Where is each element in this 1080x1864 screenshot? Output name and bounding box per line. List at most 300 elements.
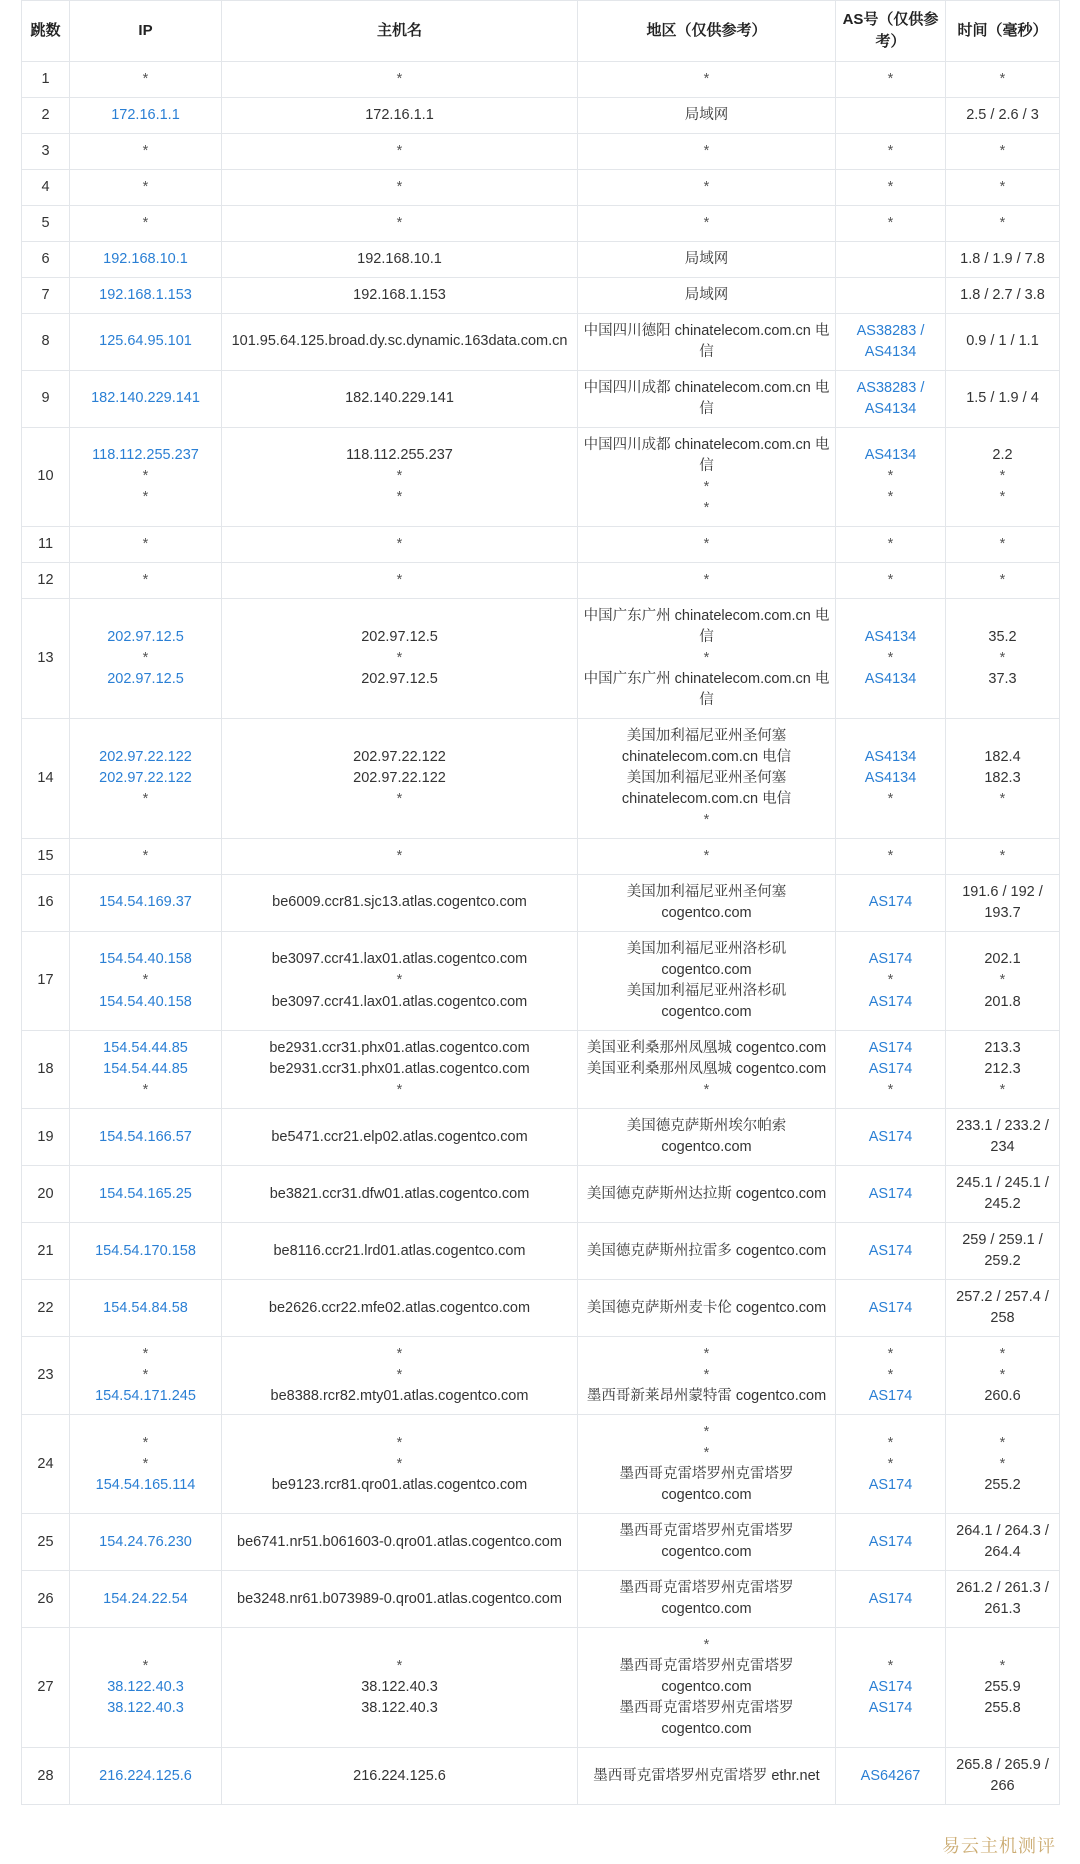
table-row	[22, 427, 1060, 526]
latency-line: *	[999, 489, 1006, 506]
hop-number: 5	[22, 205, 70, 241]
table-body	[22, 61, 1060, 1805]
table-row	[22, 1337, 1060, 1415]
hop-number: 2	[22, 97, 70, 133]
ip-address	[70, 313, 222, 370]
hop-number: 25	[22, 1514, 70, 1571]
hostname	[222, 931, 578, 1030]
latency	[946, 1337, 1060, 1415]
latency	[946, 241, 1060, 277]
ip-address	[70, 1415, 222, 1514]
latency	[946, 838, 1060, 874]
region	[578, 1571, 836, 1628]
hop-number: 28	[22, 1748, 70, 1805]
hop-number: 9	[22, 370, 70, 427]
ip-address-line: 118.112.255.237	[92, 447, 199, 464]
latency	[946, 277, 1060, 313]
as-number-line: *	[887, 468, 894, 485]
as-number-line: AS174	[868, 1185, 913, 1202]
table-row	[22, 133, 1060, 169]
hostname-line: *	[396, 489, 403, 506]
region	[578, 1223, 836, 1280]
table-row	[22, 1280, 1060, 1337]
hostname-line: *	[396, 1434, 403, 1451]
region-line: 墨西哥克雷塔罗州克雷塔罗 cogentco.com	[619, 1523, 794, 1561]
hostname	[222, 1337, 578, 1415]
as-number	[836, 61, 946, 97]
ip-address-line: 154.54.165.25	[99, 1185, 192, 1202]
as-number-line: *	[887, 535, 894, 552]
region-line: *	[703, 214, 710, 231]
as-number-line: *	[887, 649, 894, 666]
region-line: 美国加利福尼亚州洛杉矶 cogentco.com	[626, 983, 787, 1021]
hostname-line: be2931.ccr31.phx01.atlas.cogentco.com	[269, 1040, 530, 1057]
ip-address-line: 154.54.40.158	[99, 951, 192, 968]
latency-line: 212.3	[984, 1061, 1021, 1078]
ip-address-line: *	[142, 847, 149, 864]
latency-line: 259 / 259.1 / 259.2	[962, 1232, 1043, 1270]
region-line: 美国德克萨斯州达拉斯 cogentco.com	[586, 1185, 827, 1202]
region-line: 墨西哥克雷塔罗州克雷塔罗 cogentco.com	[619, 1700, 794, 1738]
ip-address	[70, 370, 222, 427]
region	[578, 1109, 836, 1166]
region-line: *	[703, 70, 710, 87]
region	[578, 931, 836, 1030]
ip-address	[70, 1628, 222, 1748]
hostname	[222, 169, 578, 205]
hostname	[222, 526, 578, 562]
as-number-line: AS4134	[864, 447, 917, 464]
hop-number: 16	[22, 874, 70, 931]
table-row	[22, 1223, 1060, 1280]
hostname	[222, 1415, 578, 1514]
hostname-line: be8388.rcr82.mty01.atlas.cogentco.com	[270, 1388, 529, 1405]
as-number-line: *	[887, 1367, 894, 1384]
hostname	[222, 1166, 578, 1223]
latency	[946, 97, 1060, 133]
ip-address	[70, 97, 222, 133]
region	[578, 133, 836, 169]
hostname-line: *	[396, 70, 403, 87]
as-number-line: *	[887, 571, 894, 588]
ip-address	[70, 205, 222, 241]
as-number-line: AS174	[868, 1679, 913, 1696]
latency-line: *	[999, 571, 1006, 588]
ip-address-line: 154.54.44.85	[103, 1040, 188, 1057]
hostname	[222, 1109, 578, 1166]
ip-address-line: *	[142, 214, 149, 231]
ip-address-line: 154.54.44.85	[103, 1061, 188, 1078]
table-row	[22, 874, 1060, 931]
as-number	[836, 1748, 946, 1805]
as-number	[836, 1571, 946, 1628]
ip-address-line: 154.24.22.54	[103, 1590, 188, 1607]
column-header-time: 时间（毫秒）	[946, 1, 1060, 62]
latency-line: *	[999, 468, 1006, 485]
region-line: 美国德克萨斯州麦卡伦 cogentco.com	[586, 1299, 827, 1316]
ip-address	[70, 241, 222, 277]
region	[578, 61, 836, 97]
latency-line: 35.2	[988, 628, 1017, 645]
latency	[946, 1223, 1060, 1280]
ip-address-line: 202.97.22.122	[99, 748, 192, 765]
region-line: 墨西哥克雷塔罗州克雷塔罗 cogentco.com	[619, 1658, 794, 1696]
ip-address	[70, 1280, 222, 1337]
table-row	[22, 1571, 1060, 1628]
latency-line: 245.1 / 245.1 / 245.2	[956, 1175, 1049, 1213]
traceroute-table	[21, 0, 1060, 1805]
region-line: *	[703, 499, 710, 516]
hostname-line: be3821.ccr31.dfw01.atlas.cogentco.com	[269, 1185, 530, 1202]
latency	[946, 169, 1060, 205]
ip-address	[70, 718, 222, 838]
as-number	[836, 1031, 946, 1109]
region-line: *	[703, 649, 710, 666]
latency	[946, 1166, 1060, 1223]
ip-address-line: 216.224.125.6	[99, 1767, 192, 1784]
latency	[946, 1031, 1060, 1109]
hop-number: 27	[22, 1628, 70, 1748]
latency-line: 1.8 / 1.9 / 7.8	[960, 250, 1045, 267]
hop-number: 14	[22, 718, 70, 838]
hostname-line: *	[396, 1658, 403, 1675]
as-number-line: AS174	[868, 1061, 913, 1078]
ip-address	[70, 1223, 222, 1280]
latency-line: 261.2 / 261.3 / 261.3	[956, 1580, 1049, 1618]
region	[578, 718, 836, 838]
hostname-line: 182.140.229.141	[345, 390, 454, 407]
latency	[946, 931, 1060, 1030]
hostname-line: 202.97.12.5	[361, 670, 438, 687]
as-number-line: AS4134	[864, 670, 917, 687]
as-number	[836, 598, 946, 718]
hostname-line: *	[396, 178, 403, 195]
region	[578, 1628, 836, 1748]
region-line: 墨西哥克雷塔罗州克雷塔罗 ethr.net	[593, 1767, 820, 1784]
as-number-line: AS174	[868, 951, 913, 968]
as-number-line: *	[887, 1346, 894, 1363]
latency	[946, 718, 1060, 838]
hostname-line: be6741.nr51.b061603-0.qro01.atlas.cogentco.com	[237, 1533, 562, 1550]
as-number	[836, 1415, 946, 1514]
latency-line: 1.5 / 1.9 / 4	[966, 390, 1039, 407]
as-number-line: AS174	[868, 1476, 913, 1493]
region-line: *	[703, 1424, 710, 1441]
hop-number: 12	[22, 562, 70, 598]
region-line: 中国四川成都 chinatelecom.com.cn 电信	[583, 436, 830, 474]
column-header-as: AS号（仅供参考）	[836, 1, 946, 62]
latency	[946, 526, 1060, 562]
hostname	[222, 370, 578, 427]
as-number-line: *	[887, 70, 894, 87]
column-header-hostname: 主机名	[222, 1, 578, 62]
hop-number: 8	[22, 313, 70, 370]
region-line: *	[703, 1346, 710, 1363]
as-number	[836, 838, 946, 874]
region	[578, 1031, 836, 1109]
as-number	[836, 1628, 946, 1748]
as-number-line: *	[887, 1434, 894, 1451]
as-number-line: *	[887, 489, 894, 506]
hostname	[222, 1514, 578, 1571]
hostname	[222, 61, 578, 97]
latency	[946, 1514, 1060, 1571]
hostname-line: *	[396, 1367, 403, 1384]
hostname-line: 38.122.40.3	[361, 1700, 438, 1717]
ip-address-line: 154.54.169.37	[99, 894, 192, 911]
latency	[946, 1415, 1060, 1514]
hostname-line: *	[396, 1082, 403, 1099]
ip-address	[70, 526, 222, 562]
hostname	[222, 838, 578, 874]
as-number	[836, 1109, 946, 1166]
ip-address-line: 192.168.1.153	[99, 286, 192, 303]
table-row	[22, 1109, 1060, 1166]
hostname	[222, 1223, 578, 1280]
region-line: 中国广东广州 chinatelecom.com.cn 电信	[583, 670, 830, 708]
hop-number: 17	[22, 931, 70, 1030]
as-number-line: *	[887, 178, 894, 195]
hostname-line: be5471.ccr21.elp02.atlas.cogentco.com	[271, 1128, 528, 1145]
ip-address-line: *	[142, 1082, 149, 1099]
ip-address-line: *	[142, 1346, 149, 1363]
as-number-line: *	[887, 1658, 894, 1675]
ip-address-line: 125.64.95.101	[99, 333, 192, 350]
as-number	[836, 526, 946, 562]
ip-address	[70, 427, 222, 526]
hop-number: 18	[22, 1031, 70, 1109]
region-line: *	[703, 478, 710, 495]
region-line: *	[703, 571, 710, 588]
latency-line: 264.1 / 264.3 / 264.4	[956, 1523, 1049, 1561]
ip-address-line: 154.54.170.158	[95, 1242, 196, 1259]
hostname	[222, 1628, 578, 1748]
hostname-line: be8116.ccr21.lrd01.atlas.cogentco.com	[273, 1242, 526, 1259]
latency	[946, 1571, 1060, 1628]
latency	[946, 1109, 1060, 1166]
as-number	[836, 1223, 946, 1280]
hostname-line: *	[396, 790, 403, 807]
latency-line: *	[999, 142, 1006, 159]
region-line: 美国加利福尼亚州圣何塞 chinatelecom.com.cn 电信	[621, 769, 792, 807]
region-line: 局域网	[684, 250, 729, 267]
hostname-line: 192.168.1.153	[353, 286, 446, 303]
table-row	[22, 169, 1060, 205]
region	[578, 205, 836, 241]
latency	[946, 1280, 1060, 1337]
hostname-line: *	[396, 649, 403, 666]
latency	[946, 562, 1060, 598]
as-number-line: AS64267	[860, 1767, 921, 1784]
region	[578, 1337, 836, 1415]
as-number-line: *	[887, 142, 894, 159]
as-number	[836, 241, 946, 277]
ip-address-line: 154.54.171.245	[95, 1388, 196, 1405]
hostname-line: be2931.ccr31.phx01.atlas.cogentco.com	[269, 1061, 530, 1078]
region	[578, 313, 836, 370]
hostname-line: 216.224.125.6	[353, 1767, 446, 1784]
as-number	[836, 427, 946, 526]
ip-address	[70, 1571, 222, 1628]
ip-address-line: 154.54.165.114	[95, 1476, 196, 1493]
table-header	[22, 1, 1060, 62]
hostname-line: *	[396, 972, 403, 989]
table-row	[22, 1748, 1060, 1805]
as-number	[836, 1166, 946, 1223]
latency-line: 257.2 / 257.4 / 258	[956, 1289, 1049, 1327]
hostname	[222, 97, 578, 133]
ip-address-line: 154.24.76.230	[99, 1533, 192, 1550]
latency	[946, 874, 1060, 931]
as-number	[836, 931, 946, 1030]
latency	[946, 427, 1060, 526]
latency-line: 2.2	[992, 447, 1013, 464]
latency-line: *	[999, 1434, 1006, 1451]
hop-number: 3	[22, 133, 70, 169]
region-line: *	[703, 811, 710, 828]
latency-line: *	[999, 1658, 1006, 1675]
as-number	[836, 370, 946, 427]
latency-line: *	[999, 178, 1006, 195]
hop-number: 4	[22, 169, 70, 205]
region-line: 美国加利福尼亚州洛杉矶 cogentco.com	[626, 940, 787, 978]
ip-address	[70, 838, 222, 874]
ip-address	[70, 133, 222, 169]
region-line: 美国德克萨斯州拉雷多 cogentco.com	[586, 1242, 827, 1259]
ip-address	[70, 931, 222, 1030]
region-line: *	[703, 1367, 710, 1384]
region-line: 美国加利福尼亚州圣何塞 cogentco.com	[626, 883, 787, 921]
latency-line: 182.4	[984, 748, 1021, 765]
as-number-line: *	[887, 1455, 894, 1472]
hostname-line: 202.97.22.122	[353, 769, 446, 786]
as-number-line: AS4134	[864, 628, 917, 645]
latency	[946, 370, 1060, 427]
latency-line: *	[999, 1455, 1006, 1472]
region-line: 墨西哥新莱昂州蒙特雷 cogentco.com	[586, 1388, 827, 1405]
hop-number: 11	[22, 526, 70, 562]
as-number-line: *	[887, 847, 894, 864]
hostname-line: *	[396, 1455, 403, 1472]
as-number-line: AS174	[868, 1299, 913, 1316]
hop-number: 22	[22, 1280, 70, 1337]
hostname	[222, 277, 578, 313]
ip-address-line: *	[142, 571, 149, 588]
hostname-line: *	[396, 214, 403, 231]
latency	[946, 1748, 1060, 1805]
as-number-line: AS174	[868, 1388, 913, 1405]
region-line: 美国加利福尼亚州圣何塞 chinatelecom.com.cn 电信	[621, 727, 792, 765]
ip-address-line: *	[142, 649, 149, 666]
table-row	[22, 931, 1060, 1030]
hop-number: 20	[22, 1166, 70, 1223]
as-number-line: *	[887, 1082, 894, 1099]
latency-line: *	[999, 1367, 1006, 1384]
ip-address-line: 202.97.12.5	[107, 670, 184, 687]
latency-line: *	[999, 847, 1006, 864]
hostname-line: *	[396, 571, 403, 588]
latency-line: *	[999, 649, 1006, 666]
hostname	[222, 1748, 578, 1805]
hostname-line: 38.122.40.3	[361, 1679, 438, 1696]
hostname	[222, 1571, 578, 1628]
hostname-line: *	[396, 847, 403, 864]
hostname-line: *	[396, 1346, 403, 1363]
hostname-line: 172.16.1.1	[365, 106, 434, 123]
latency-line: *	[999, 1346, 1006, 1363]
region	[578, 838, 836, 874]
region-line: 美国亚利桑那州凤凰城 cogentco.com	[586, 1061, 827, 1078]
ip-address-line: *	[142, 1455, 149, 1472]
as-number	[836, 1514, 946, 1571]
as-number-line: AS174	[868, 1040, 913, 1057]
hostname-line: be3097.ccr41.lax01.atlas.cogentco.com	[271, 993, 528, 1010]
as-number	[836, 313, 946, 370]
region-line: 美国德克萨斯州埃尔帕索 cogentco.com	[626, 1118, 787, 1156]
ip-address-line: *	[142, 489, 149, 506]
as-number-line: AS174	[868, 993, 913, 1010]
ip-address-line: *	[142, 1658, 149, 1675]
as-number	[836, 133, 946, 169]
hostname-line: *	[396, 468, 403, 485]
as-number	[836, 169, 946, 205]
latency-line: 255.8	[984, 1700, 1021, 1717]
hostname-line: *	[396, 535, 403, 552]
region-line: *	[703, 1445, 710, 1462]
hostname-line: be3097.ccr41.lax01.atlas.cogentco.com	[271, 951, 528, 968]
as-number	[836, 1337, 946, 1415]
hop-number: 10	[22, 427, 70, 526]
table-row	[22, 1514, 1060, 1571]
as-number	[836, 1280, 946, 1337]
latency-line: 260.6	[984, 1388, 1021, 1405]
ip-address	[70, 61, 222, 97]
hop-number: 24	[22, 1415, 70, 1514]
ip-address-line: *	[142, 1434, 149, 1451]
ip-address-line: *	[142, 178, 149, 195]
latency-line: 202.1	[984, 951, 1021, 968]
hostname	[222, 1280, 578, 1337]
latency-line: 213.3	[984, 1040, 1021, 1057]
table-row	[22, 718, 1060, 838]
ip-address	[70, 1109, 222, 1166]
ip-address-line: 182.140.229.141	[91, 390, 200, 407]
hostname	[222, 598, 578, 718]
region-line: 局域网	[684, 106, 729, 123]
hop-number: 19	[22, 1109, 70, 1166]
latency-line: 255.9	[984, 1679, 1021, 1696]
latency	[946, 205, 1060, 241]
latency	[946, 598, 1060, 718]
table-row	[22, 1415, 1060, 1514]
as-number-line: AS38283 / AS4134	[856, 322, 925, 360]
column-header-hop: 跳数	[22, 1, 70, 62]
as-number-line: AS174	[868, 1128, 913, 1145]
ip-address	[70, 598, 222, 718]
region-line: *	[703, 1637, 710, 1654]
latency-line: 182.3	[984, 769, 1021, 786]
ip-address-line: *	[142, 468, 149, 485]
as-number-line: AS174	[868, 1533, 913, 1550]
table-row	[22, 1031, 1060, 1109]
ip-address	[70, 1337, 222, 1415]
region-line: 中国广东广州 chinatelecom.com.cn 电信	[583, 607, 830, 645]
region-line: *	[703, 847, 710, 864]
as-number-line: AS174	[868, 1700, 913, 1717]
latency-line: 255.2	[984, 1476, 1021, 1493]
as-number-line: *	[887, 214, 894, 231]
ip-address-line: 202.97.12.5	[107, 628, 184, 645]
